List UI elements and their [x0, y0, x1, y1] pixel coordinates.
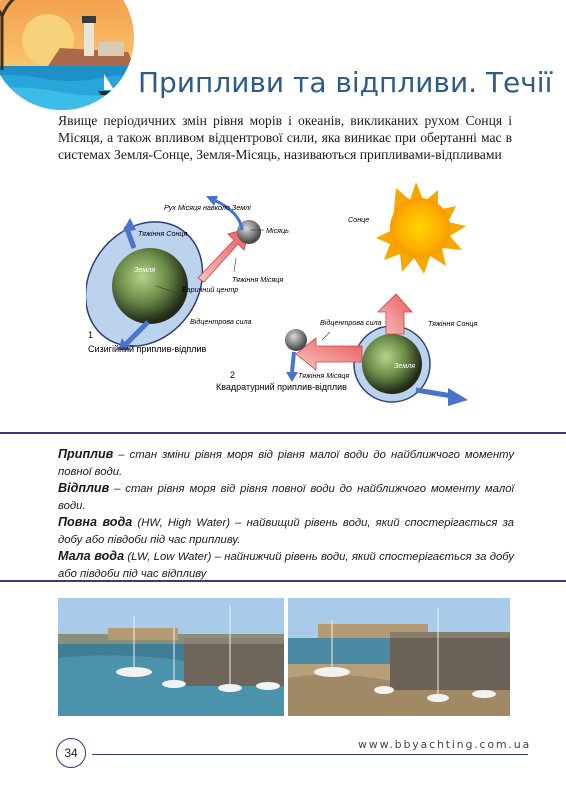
definition-term: Відплив [58, 481, 110, 495]
definition-item [58, 514, 514, 548]
logo-lighthouse [0, 0, 140, 110]
caption1-number: 1 [88, 330, 94, 340]
caption2: Квадратурний приплив-відплив [216, 382, 347, 392]
definition-term: Повна вода [58, 515, 133, 529]
definition-text: – стан рівня моря від рівня повної води до найближчого моменту малої води. [58, 483, 514, 512]
definition-text: (HW, High Water) – найвищий рівень води, який спостерігається за добу або півдоби під час припливу. [58, 517, 514, 546]
section-divider [0, 580, 566, 582]
tides-diagram [86, 182, 506, 414]
sun-icon [376, 182, 466, 274]
label-moon-attraction: Тяжіння Місяця [232, 275, 284, 284]
definition-item [58, 446, 514, 480]
label-sun-attraction-2: Тяжіння Сонця [428, 319, 478, 328]
harbour-low-tide-photo [288, 598, 510, 716]
caption2-number: 2 [230, 370, 236, 380]
page-title: Припливи та відпливи. Течії [138, 66, 553, 99]
definition-term: Приплив [58, 447, 114, 461]
section-divider [0, 432, 566, 434]
definition-term: Мала вода [58, 549, 125, 563]
footer-line [92, 754, 528, 755]
definitions-list [58, 446, 514, 582]
harbour-high-tide-photo [58, 598, 284, 716]
label-earth-2: Земля [394, 361, 416, 370]
label-earth: Земля [134, 265, 156, 274]
caption1: Сизигійний приплив-відплив [88, 344, 207, 354]
label-sun-attraction: Тяжіння Сонця [138, 229, 188, 238]
page-number: 34 [56, 738, 86, 768]
definition-text: (LW, Low Water) – найнижчий рівень води, який спостерігається за добу або півдоби під час відпливу [58, 551, 514, 580]
definition-item [58, 548, 514, 582]
label-moon: Місяць [266, 226, 289, 235]
label-sun: Сонце [348, 215, 370, 224]
definition-item [58, 480, 514, 514]
label-centrifugal: Відцентрова сила [190, 317, 252, 326]
intro-paragraph: Явище періодичних змін рівня морів і океанів, викликаних рухом Сонця і Місяця, а також впливом відцентрової сили, яка виникає при обертанні мас в системах Земля-Сонце, Земля-Місяць, називаються припливами-відпливами [58, 113, 512, 162]
label-moon-attraction-2: Тяжіння Місяця [298, 371, 350, 380]
definition-text: – стан зміни рівня моря від рівня малої води до найближчого моменту повної води. [58, 449, 514, 478]
website-url[interactable]: www.bbyachting.com.ua [358, 738, 532, 751]
label-barycenter: Баричний центр [182, 285, 239, 294]
label-moon-orbit: Рух Місяця навколо Землі [164, 203, 251, 212]
label-centrifugal-2: Відцентрова сила [320, 318, 382, 327]
